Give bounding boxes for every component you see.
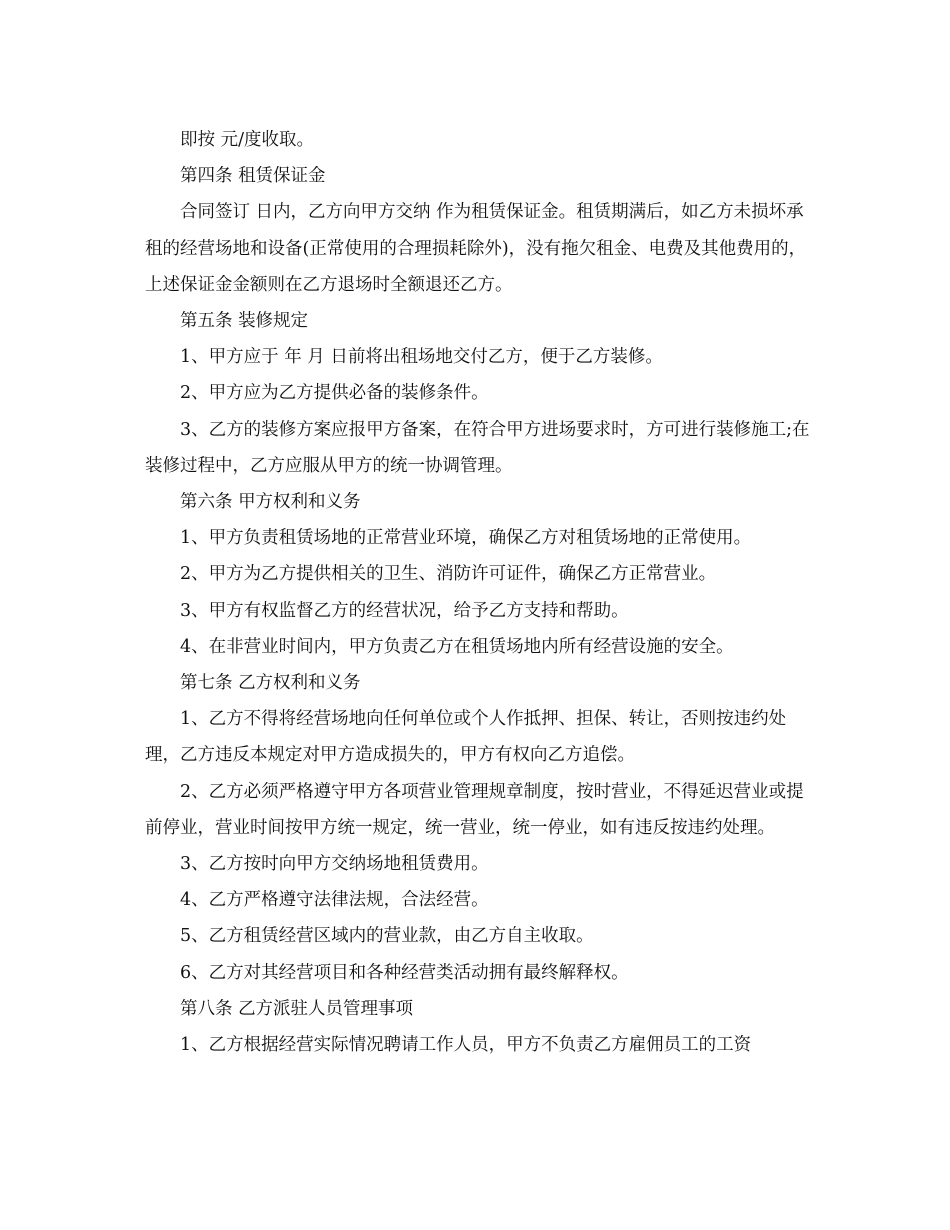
paragraph-party-a-2: 2、甲方为乙方提供相关的卫生、消防许可证件，确保乙方正常营业。: [180, 564, 717, 585]
paragraph-party-b-1: 1、乙方不得将经营场地向任何单位或个人作抵押、担保、转让，否则按违约处理，乙方违反本规定对甲方造成损失的，甲方有权向乙方追偿。: [145, 709, 787, 766]
paragraph-renovation-2: 2、甲方应为乙方提供必备的装修条件。: [180, 383, 489, 404]
heading-article-8: 第八条 乙方派驻人员管理事项: [180, 998, 414, 1019]
paragraph-party-a-1: 1、甲方负责租赁场地的正常营业环境，确保乙方对租赁场地的正常使用。: [180, 528, 752, 549]
paragraph-party-a-3: 3、甲方有权监督乙方的经营状况，给予乙方支持和帮助。: [180, 600, 629, 621]
paragraph-renovation-3: 3、乙方的装修方案应报甲方备案，在符合甲方进场要求时，方可进行装修施工;在装修过程中，乙方应服从甲方的统一协调管理。: [145, 419, 810, 476]
paragraph-party-b-2: 2、乙方必须严格遵守甲方各项营业管理规章制度，按时营业，不得延迟营业或提前停业，营业时间按甲方统一规定，统一营业，统一停业，如有违反按违约处理。: [145, 781, 804, 838]
heading-article-5: 第五条 装修规定: [180, 311, 309, 332]
paragraph-party-b-4: 4、乙方严格遵守法律法规，合法经营。: [180, 890, 489, 911]
paragraph-party-a-4: 4、在非营业时间内，甲方负责乙方在租赁场地内所有经营设施的安全。: [180, 636, 734, 657]
paragraph-party-b-5: 5、乙方租赁经营区域内的营业款，由乙方自主收取。: [180, 926, 594, 947]
document-body: [145, 122, 810, 1063]
heading-article-7: 第七条 乙方权利和义务: [180, 673, 361, 694]
heading-article-6: 第六条 甲方权利和义务: [180, 492, 361, 513]
paragraph-renovation-1: 1、甲方应于 年 月 日前将出租场地交付乙方，便于乙方装修。: [180, 347, 663, 368]
paragraph-staff-1: 1、乙方根据经营实际情况聘请工作人员，甲方不负责乙方雇佣员工的工资: [180, 1035, 752, 1056]
paragraph-party-b-6: 6、乙方对其经营项目和各种经营类活动拥有最终解释权。: [180, 962, 629, 983]
paragraph-rate-note: 即按 元/度收取。: [180, 130, 314, 150]
paragraph-deposit: 合同签订 日内，乙方向甲方交纳 作为租赁保证金。租赁期满后，如乙方未损坏承租的经营场地和设备(正常使用的合理损耗除外)，没有拖欠租金、电费及其他费用的，上述保证金金额则在乙方退场时全额退还乙方。: [145, 202, 807, 295]
paragraph-party-b-3: 3、乙方按时向甲方交纳场地租赁费用。: [180, 854, 489, 875]
heading-article-4: 第四条 租赁保证金: [180, 166, 326, 187]
